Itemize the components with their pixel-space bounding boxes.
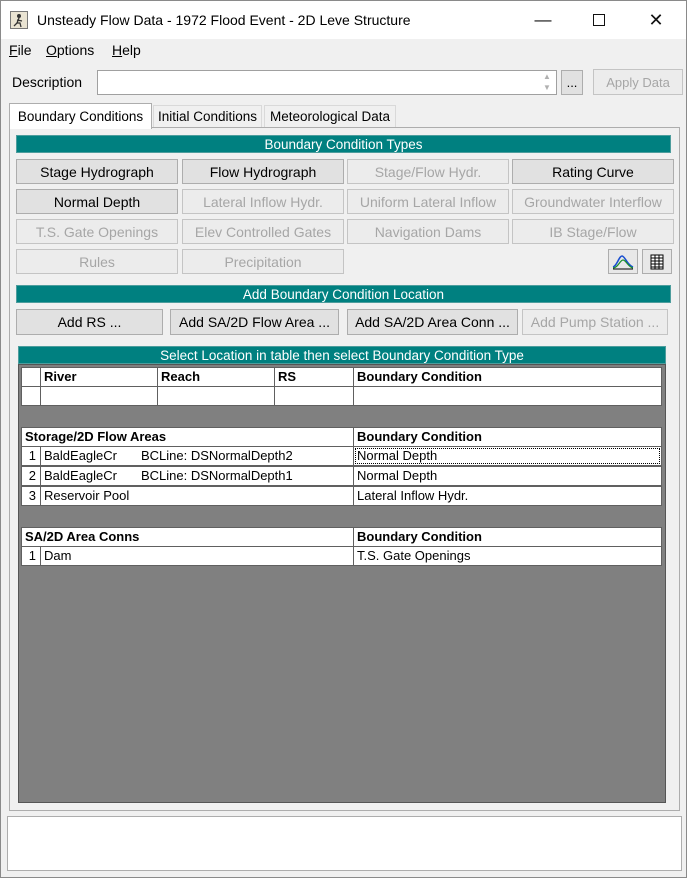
row-number: 1 [21,446,41,466]
bc-types-header: Boundary Condition Types [16,135,671,153]
plot-icon [612,253,634,271]
ib-stage-flow-button[interactable]: IB Stage/Flow [512,219,674,244]
flow-hydrograph-button[interactable]: Flow Hydrograph [182,159,344,184]
add-sa-2d-flow-area-button[interactable]: Add SA/2D Flow Area ... [170,309,339,335]
rating-curve-button[interactable]: Rating Curve [512,159,674,184]
normal-depth-button[interactable]: Normal Depth [16,189,178,214]
add-sa-2d-area-conn-button[interactable]: Add SA/2D Area Conn ... [347,309,518,335]
menu-file-accel: F [9,42,18,58]
tab-meteorological-data[interactable]: Meteorological Data [264,105,396,127]
tab-initial-conditions[interactable]: Initial Conditions [153,105,262,127]
menu-help-label: elp [122,42,141,58]
row-number: 3 [21,486,41,506]
river-cell[interactable] [40,386,158,406]
groundwater-interflow-button[interactable]: Groundwater Interflow [512,189,674,214]
tab-boundary-conditions[interactable]: Boundary Conditions [9,103,152,129]
rs-cell[interactable] [274,386,354,406]
plot-button[interactable] [608,249,638,274]
add-pump-station-button[interactable]: Add Pump Station ... [522,309,668,335]
title-bar [1,1,686,39]
ts-gate-openings-button[interactable]: T.S. Gate Openings [16,219,178,244]
area-name: Reservoir Pool [44,488,130,503]
menu-options[interactable] [46,42,94,58]
description-ellipsis-button[interactable]: ... [561,70,583,95]
elev-controlled-gates-button[interactable]: Elev Controlled Gates [182,219,344,244]
precipitation-button[interactable]: Precipitation [182,249,344,274]
description-label: Description [12,74,83,90]
menu-help-accel: H [112,42,123,58]
rules-button[interactable]: Rules [16,249,178,274]
reach-column-header: Reach [157,367,275,387]
minimize-button[interactable]: — [534,10,552,29]
add-location-header: Add Boundary Condition Location [16,285,671,303]
hec-ras-app-icon [10,11,28,29]
bc-line-name: BCLine: DSNormalDepth2 [141,448,293,463]
row-number: 2 [21,466,41,486]
message-box [7,816,682,871]
stage-flow-hydr-button[interactable]: Stage/Flow Hydr. [347,159,509,184]
boundary-condition-grid [18,364,666,803]
table-button[interactable] [642,249,672,274]
storage-bc-header: Boundary Condition [353,427,662,447]
storage-bc-cell[interactable]: Normal Depth [353,466,662,486]
lateral-inflow-hydr-button[interactable]: Lateral Inflow Hydr. [182,189,344,214]
area-name: BaldEagleCr [44,448,117,463]
sa-2d-conns-header: SA/2D Area Conns [21,527,354,547]
description-input[interactable] [97,70,557,95]
storage-bc-cell[interactable]: Normal Depth [353,446,662,466]
conn-bc-cell[interactable]: T.S. Gate Openings [353,546,662,566]
storage-location-cell[interactable] [40,466,354,486]
row-number: 1 [21,546,41,566]
rs-column-header: RS [274,367,354,387]
maximize-button[interactable] [576,1,622,39]
menu-options-accel: O [46,42,57,58]
window-title: Unsteady Flow Data - 1972 Flood Event - 2D Leve Structure [37,12,411,28]
add-rs-button[interactable]: Add RS ... [16,309,163,335]
table-row[interactable] [21,386,41,406]
maximize-icon [593,14,605,26]
river-column-header: River [40,367,158,387]
spin-up-icon: ▲ [543,72,551,81]
description-spinner[interactable] [540,72,554,93]
grid-instruction-header: Select Location in table then select Boundary Condition Type [18,346,666,364]
storage-location-cell[interactable] [40,486,354,506]
uniform-lateral-inflow-button[interactable]: Uniform Lateral Inflow [347,189,509,214]
close-button[interactable]: ✕ [648,9,664,30]
storage-areas-header: Storage/2D Flow Areas [21,427,354,447]
spin-down-icon: ▼ [543,83,551,92]
menu-options-label: ptions [56,42,95,58]
conn-name-cell[interactable]: Dam [40,546,354,566]
conn-bc-header: Boundary Condition [353,527,662,547]
bc-cell[interactable] [353,386,662,406]
bc-column-header: Boundary Condition [353,367,662,387]
table-icon [650,254,664,270]
storage-bc-cell[interactable]: Lateral Inflow Hydr. [353,486,662,506]
reach-cell[interactable] [157,386,275,406]
storage-location-cell[interactable] [40,446,354,466]
apply-data-button[interactable]: Apply Data [593,69,683,95]
stage-hydrograph-button[interactable]: Stage Hydrograph [16,159,178,184]
row-header-cell [21,367,41,387]
menu-file[interactable] [9,42,32,58]
menu-help[interactable] [112,42,141,58]
bc-line-name: BCLine: DSNormalDepth1 [141,468,293,483]
area-name: BaldEagleCr [44,468,117,483]
menu-file-label: ile [17,42,32,58]
navigation-dams-button[interactable]: Navigation Dams [347,219,509,244]
